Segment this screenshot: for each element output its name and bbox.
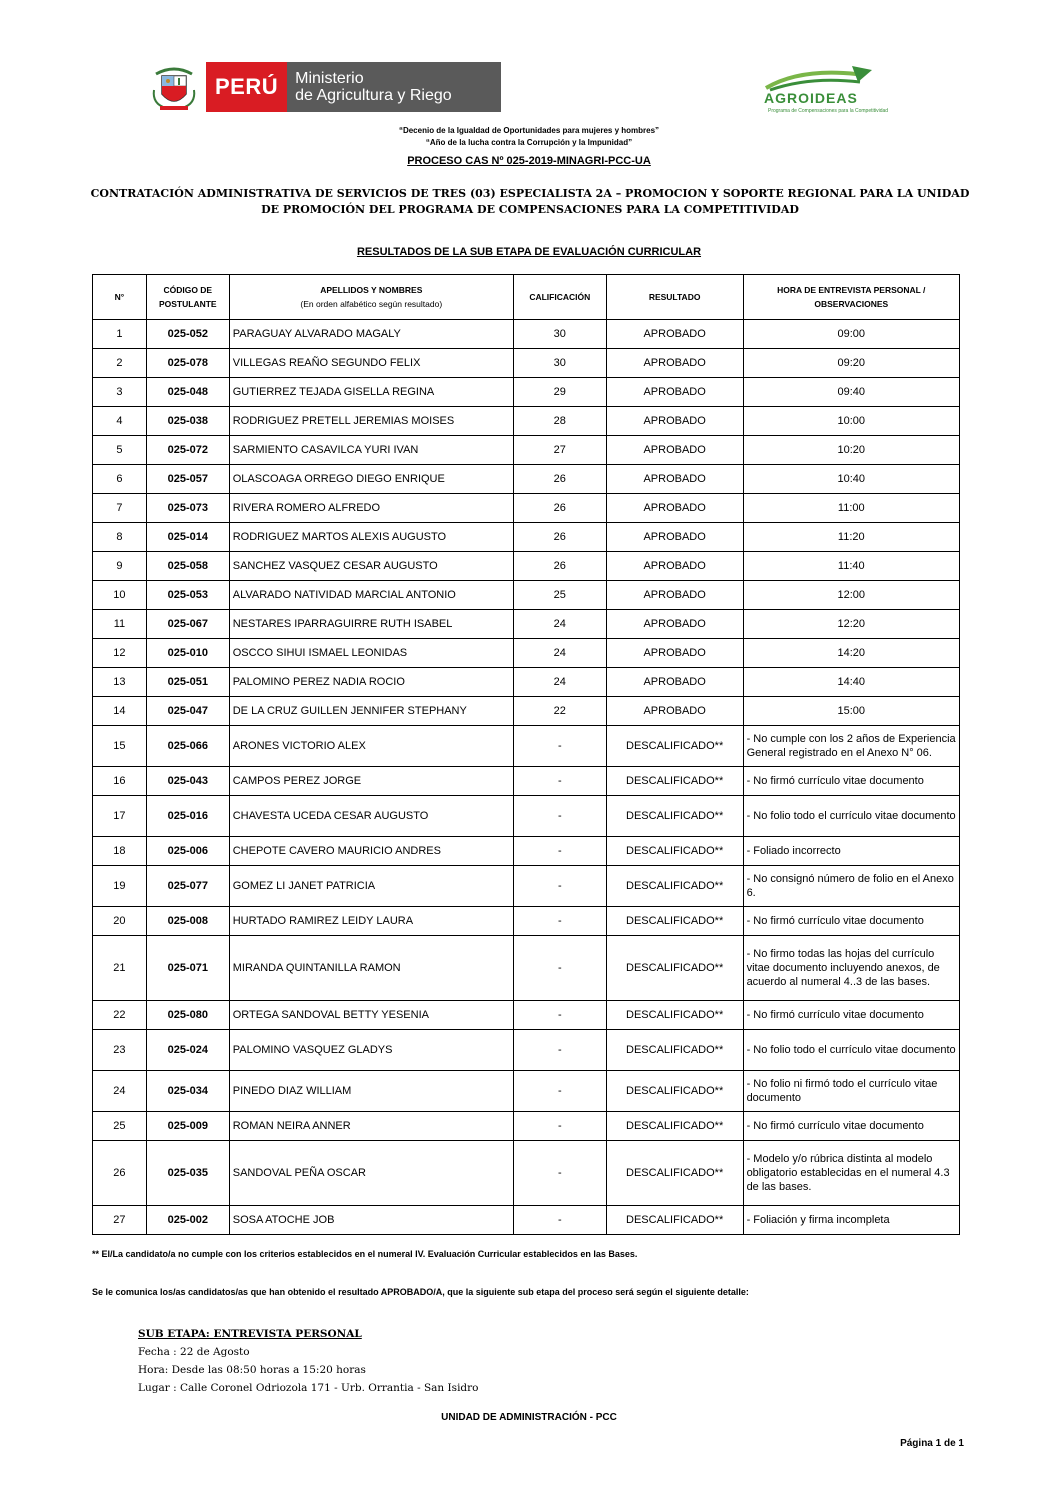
applicant-code: 025-024: [146, 1030, 229, 1071]
result: DESCALIFICADO**: [606, 1141, 743, 1206]
applicant-code: 025-010: [146, 639, 229, 668]
interview-hour-or-observation: 12:20: [743, 610, 959, 639]
applicant-name: NESTARES IPARRAGUIRRE RUTH ISABEL: [229, 610, 513, 639]
row-number: 18: [93, 837, 147, 866]
interview-hour-or-observation: 12:00: [743, 581, 959, 610]
result: DESCALIFICADO**: [606, 866, 743, 907]
table-row: [93, 1001, 960, 1030]
agroideas-name: AGROIDEAS: [764, 90, 858, 106]
applicant-code: 025-071: [146, 936, 229, 1001]
table-row: [93, 697, 960, 726]
result: DESCALIFICADO**: [606, 767, 743, 796]
applicant-code: 025-043: [146, 767, 229, 796]
score: 24: [513, 668, 606, 697]
score: -: [513, 1001, 606, 1030]
score: 26: [513, 465, 606, 494]
applicant-code: 025-072: [146, 436, 229, 465]
row-number: 1: [93, 320, 147, 349]
score: -: [513, 837, 606, 866]
row-number: 9: [93, 552, 147, 581]
minagri-logo: [148, 62, 501, 112]
applicant-code: 025-078: [146, 349, 229, 378]
score: 28: [513, 407, 606, 436]
applicant-code: 025-009: [146, 1112, 229, 1141]
score: -: [513, 1206, 606, 1235]
score: 22: [513, 697, 606, 726]
applicant-code: 025-053: [146, 581, 229, 610]
applicant-name: ALVARADO NATIVIDAD MARCIAL ANTONIO: [229, 581, 513, 610]
table-row: [93, 581, 960, 610]
header-num: N°: [93, 275, 147, 320]
interview-hour-or-observation: - No firmó currículo vitae documento: [743, 907, 959, 936]
row-number: 12: [93, 639, 147, 668]
applicant-name: DE LA CRUZ GUILLEN JENNIFER STEPHANY: [229, 697, 513, 726]
row-number: 13: [93, 668, 147, 697]
table-row: [93, 668, 960, 697]
applicant-name: PALOMINO PEREZ NADIA ROCIO: [229, 668, 513, 697]
applicant-name: PINEDO DIAZ WILLIAM: [229, 1071, 513, 1112]
interview-hour-or-observation: - Foliación y firma incompleta: [743, 1206, 959, 1235]
applicant-name: ORTEGA SANDOVAL BETTY YESENIA: [229, 1001, 513, 1030]
result: APROBADO: [606, 697, 743, 726]
interview-hour-or-observation: 10:20: [743, 436, 959, 465]
score: -: [513, 1030, 606, 1071]
row-number: 25: [93, 1112, 147, 1141]
score: 26: [513, 494, 606, 523]
applicant-code: 025-002: [146, 1206, 229, 1235]
score: -: [513, 796, 606, 837]
result: DESCALIFICADO**: [606, 1112, 743, 1141]
result: DESCALIFICADO**: [606, 837, 743, 866]
result: DESCALIFICADO**: [606, 907, 743, 936]
interview-hour-or-observation: - No cumple con los 2 años de Experiencia General registrado en el Anexo N° 06.: [743, 726, 959, 767]
interview-hour-or-observation: - Modelo y/o rúbrica distinta al modelo obligatorio establecidas en el numeral 4.3 de las bases.: [743, 1141, 959, 1206]
interview-hour-or-observation: 14:40: [743, 668, 959, 697]
interview-hour-or-observation: - No firmó currículo vitae documento: [743, 1112, 959, 1141]
disqualified-footnote: ** El/La candidato/a no cumple con los criterios establecidos en el numeral IV. Evaluación Curricular establecidos en las Bases.: [92, 1249, 638, 1259]
applicant-name: HURTADO RAMIREZ LEIDY LAURA: [229, 907, 513, 936]
interview-hour-or-observation: - Foliado incorrecto: [743, 837, 959, 866]
row-number: 23: [93, 1030, 147, 1071]
table-row: [93, 1206, 960, 1235]
table-row: [93, 320, 960, 349]
applicant-name: ARONES VICTORIO ALEX: [229, 726, 513, 767]
header-code: [146, 275, 229, 320]
applicant-code: 025-080: [146, 1001, 229, 1030]
results-title: RESULTADOS DE LA SUB ETAPA DE EVALUACIÓN CURRICULAR: [356, 246, 702, 258]
header-code-line1: CÓDIGO DE: [163, 285, 213, 295]
table-row: [93, 494, 960, 523]
table-row: [93, 639, 960, 668]
table-row: [93, 726, 960, 767]
interview-hour-or-observation: 10:00: [743, 407, 959, 436]
table-row: [93, 552, 960, 581]
applicant-code: 025-073: [146, 494, 229, 523]
agroideas-logo: [760, 62, 889, 120]
result: APROBADO: [606, 581, 743, 610]
interview-hour-or-observation: 09:00: [743, 320, 959, 349]
applicant-code: 025-008: [146, 907, 229, 936]
row-number: 27: [93, 1206, 147, 1235]
applicant-name: VILLEGAS REAÑO SEGUNDO FELIX: [229, 349, 513, 378]
result: DESCALIFICADO**: [606, 1206, 743, 1235]
header-name: [229, 275, 513, 320]
row-number: 22: [93, 1001, 147, 1030]
table-row: [93, 523, 960, 552]
results-table: [92, 274, 960, 1235]
applicant-name: RODRIGUEZ MARTOS ALEXIS AUGUSTO: [229, 523, 513, 552]
ministry-label: [287, 62, 501, 112]
row-number: 10: [93, 581, 147, 610]
result: APROBADO: [606, 668, 743, 697]
header-name-line1: APELLIDOS Y NOMBRES: [320, 285, 423, 295]
interview-hour-or-observation: - No folio ni firmó todo el currículo vitae documento: [743, 1071, 959, 1112]
ministry-line2: de Agricultura y Riego: [295, 87, 452, 104]
applicant-name: SANCHEZ VASQUEZ CESAR AUGUSTO: [229, 552, 513, 581]
applicant-name: OSCCO SIHUI ISMAEL LEONIDAS: [229, 639, 513, 668]
result: APROBADO: [606, 436, 743, 465]
result: APROBADO: [606, 320, 743, 349]
result: DESCALIFICADO**: [606, 796, 743, 837]
applicant-name: ROMAN NEIRA ANNER: [229, 1112, 513, 1141]
agroideas-tagline: Programa de Compensaciones para la Competitividad: [768, 108, 889, 114]
applicant-code: 025-066: [146, 726, 229, 767]
result: DESCALIFICADO**: [606, 936, 743, 1001]
result: APROBADO: [606, 407, 743, 436]
score: 26: [513, 523, 606, 552]
table-row: [93, 1071, 960, 1112]
peru-label: PERÚ: [206, 62, 287, 112]
peru-coat-of-arms-icon: [148, 62, 200, 112]
table-row: [93, 767, 960, 796]
table-row: [93, 936, 960, 1001]
table-row: [93, 1112, 960, 1141]
applicant-name: SANDOVAL PEÑA OSCAR: [229, 1141, 513, 1206]
row-number: 16: [93, 767, 147, 796]
table-header-row: [93, 275, 960, 320]
result: APROBADO: [606, 465, 743, 494]
applicant-name: MIRANDA QUINTANILLA RAMON: [229, 936, 513, 1001]
applicant-code: 025-067: [146, 610, 229, 639]
interview-hour-or-observation: - No folio todo el currículo vitae documento: [743, 796, 959, 837]
next-stage-notice: Se le comunica los/as candidatos/as que han obtenido el resultado APROBADO/A, que la siguiente sub etapa del proceso será según el siguiente detalle:: [92, 1287, 749, 1297]
table-row: [93, 1030, 960, 1071]
score: 24: [513, 610, 606, 639]
interview-hour-or-observation: 10:40: [743, 465, 959, 494]
header-result: RESULTADO: [606, 275, 743, 320]
applicant-name: GUTIERREZ TEJADA GISELLA REGINA: [229, 378, 513, 407]
applicant-code: 025-006: [146, 837, 229, 866]
interview-hour-or-observation: 09:20: [743, 349, 959, 378]
header-code-line2: POSTULANTE: [158, 299, 217, 309]
table-row: [93, 610, 960, 639]
row-number: 17: [93, 796, 147, 837]
applicant-name: RIVERA ROMERO ALFREDO: [229, 494, 513, 523]
score: -: [513, 907, 606, 936]
ministry-line1: Ministerio: [295, 70, 364, 87]
interview-hour-or-observation: - No firmó currículo vitae documento: [743, 767, 959, 796]
applicant-name: PARAGUAY ALVARADO MAGALY: [229, 320, 513, 349]
applicant-name: RODRIGUEZ PRETELL JEREMIAS MOISES: [229, 407, 513, 436]
stage-place: Lugar : Calle Coronel Odriozola 171 - Urb. Orrantia - San Isidro: [138, 1382, 479, 1394]
interview-hour-or-observation: 09:40: [743, 378, 959, 407]
contract-title-line1: CONTRATACIÓN ADMINISTRATIVA DE SERVICIOS DE TRES (03) ESPECIALISTA 2A – PROMOCION Y SOPORTE REGIONAL PARA LA UNIDAD: [90, 187, 970, 200]
applicant-name: CAMPOS PEREZ JORGE: [229, 767, 513, 796]
score: 24: [513, 639, 606, 668]
result: APROBADO: [606, 349, 743, 378]
row-number: 6: [93, 465, 147, 494]
result: DESCALIFICADO**: [606, 1030, 743, 1071]
row-number: 26: [93, 1141, 147, 1206]
applicant-code: 025-077: [146, 866, 229, 907]
applicant-code: 025-014: [146, 523, 229, 552]
result: DESCALIFICADO**: [606, 1001, 743, 1030]
score: -: [513, 1071, 606, 1112]
row-number: 21: [93, 936, 147, 1001]
result: APROBADO: [606, 552, 743, 581]
score: 30: [513, 320, 606, 349]
applicant-name: SARMIENTO CASAVILCA YURI IVAN: [229, 436, 513, 465]
row-number: 14: [93, 697, 147, 726]
header-name-line2: (En orden alfabético según resultado): [300, 299, 443, 309]
table-row: [93, 796, 960, 837]
row-number: 8: [93, 523, 147, 552]
applicant-code: 025-052: [146, 320, 229, 349]
table-row: [93, 349, 960, 378]
score: 30: [513, 349, 606, 378]
score: -: [513, 1112, 606, 1141]
page-number: Página 1 de 1: [900, 1438, 964, 1449]
table-row: [93, 436, 960, 465]
row-number: 15: [93, 726, 147, 767]
row-number: 20: [93, 907, 147, 936]
score: -: [513, 936, 606, 1001]
table-row: [93, 866, 960, 907]
applicant-code: 025-034: [146, 1071, 229, 1112]
table-row: [93, 1141, 960, 1206]
score: 27: [513, 436, 606, 465]
interview-hour-or-observation: - No folio todo el currículo vitae documento: [743, 1030, 959, 1071]
applicant-code: 025-016: [146, 796, 229, 837]
header-hour: [743, 275, 959, 320]
table-row: [93, 465, 960, 494]
applicant-name: OLASCOAGA ORREGO DIEGO ENRIQUE: [229, 465, 513, 494]
result: DESCALIFICADO**: [606, 1071, 743, 1112]
contract-title-line2: DE PROMOCIÓN DEL PROGRAMA DE COMPENSACIONES PARA LA COMPETITIVIDAD: [261, 203, 799, 216]
interview-hour-or-observation: 15:00: [743, 697, 959, 726]
result: APROBADO: [606, 494, 743, 523]
header-hour-line1: HORA DE ENTREVISTA PERSONAL /: [777, 285, 926, 295]
year-quote: “Año de la lucha contra la Corrupción y la Impunidad”: [425, 138, 633, 147]
applicant-name: CHAVESTA UCEDA CESAR AUGUSTO: [229, 796, 513, 837]
header-score: CALIFICACIÓN: [513, 275, 606, 320]
score: 26: [513, 552, 606, 581]
result: APROBADO: [606, 523, 743, 552]
row-number: 19: [93, 866, 147, 907]
row-number: 11: [93, 610, 147, 639]
contract-title: [90, 186, 970, 218]
applicant-name: SOSA ATOCHE JOB: [229, 1206, 513, 1235]
admin-unit: UNIDAD DE ADMINISTRACIÓN - PCC: [441, 1412, 617, 1423]
header-hour-line2: OBSERVACIONES: [814, 299, 889, 309]
applicant-code: 025-057: [146, 465, 229, 494]
agroideas-arrow-icon: [760, 62, 880, 92]
applicant-name: PALOMINO VASQUEZ GLADYS: [229, 1030, 513, 1071]
applicant-code: 025-048: [146, 378, 229, 407]
applicant-code: 025-058: [146, 552, 229, 581]
row-number: 24: [93, 1071, 147, 1112]
row-number: 7: [93, 494, 147, 523]
applicant-code: 025-047: [146, 697, 229, 726]
interview-stage-details: [138, 1325, 479, 1397]
applicant-code: 025-051: [146, 668, 229, 697]
result: APROBADO: [606, 639, 743, 668]
table-row: [93, 907, 960, 936]
stage-date: Fecha : 22 de Agosto: [138, 1346, 250, 1358]
stage-hour: Hora: Desde las 08:50 horas a 15:20 horas: [138, 1364, 366, 1376]
interview-hour-or-observation: 14:20: [743, 639, 959, 668]
process-title: PROCESO CAS Nº 025-2019-MINAGRI-PCC-UA: [407, 155, 651, 167]
row-number: 5: [93, 436, 147, 465]
applicant-name: GOMEZ LI JANET PATRICIA: [229, 866, 513, 907]
score: 29: [513, 378, 606, 407]
applicant-code: 025-038: [146, 407, 229, 436]
interview-hour-or-observation: - No firmó currículo vitae documento: [743, 1001, 959, 1030]
stage-title: SUB ETAPA: ENTREVISTA PERSONAL: [138, 1328, 362, 1340]
score: -: [513, 726, 606, 767]
table-row: [93, 837, 960, 866]
interview-hour-or-observation: - No firmo todas las hojas del currículo vitae documento incluyendo anexos, de acuerdo al numeral 4..3 de las bases.: [743, 936, 959, 1001]
score: 25: [513, 581, 606, 610]
result: DESCALIFICADO**: [606, 726, 743, 767]
decade-quote: “Decenio de la Igualdad de Oportunidades para mujeres y hombres”: [398, 126, 660, 135]
interview-hour-or-observation: - No consignó número de folio en el Anexo 6.: [743, 866, 959, 907]
score: -: [513, 1141, 606, 1206]
row-number: 4: [93, 407, 147, 436]
interview-hour-or-observation: 11:20: [743, 523, 959, 552]
result: APROBADO: [606, 378, 743, 407]
table-row: [93, 378, 960, 407]
table-row: [93, 407, 960, 436]
applicant-name: CHEPOTE CAVERO MAURICIO ANDRES: [229, 837, 513, 866]
score: -: [513, 866, 606, 907]
row-number: 3: [93, 378, 147, 407]
score: -: [513, 767, 606, 796]
result: APROBADO: [606, 610, 743, 639]
interview-hour-or-observation: 11:00: [743, 494, 959, 523]
row-number: 2: [93, 349, 147, 378]
interview-hour-or-observation: 11:40: [743, 552, 959, 581]
applicant-code: 025-035: [146, 1141, 229, 1206]
